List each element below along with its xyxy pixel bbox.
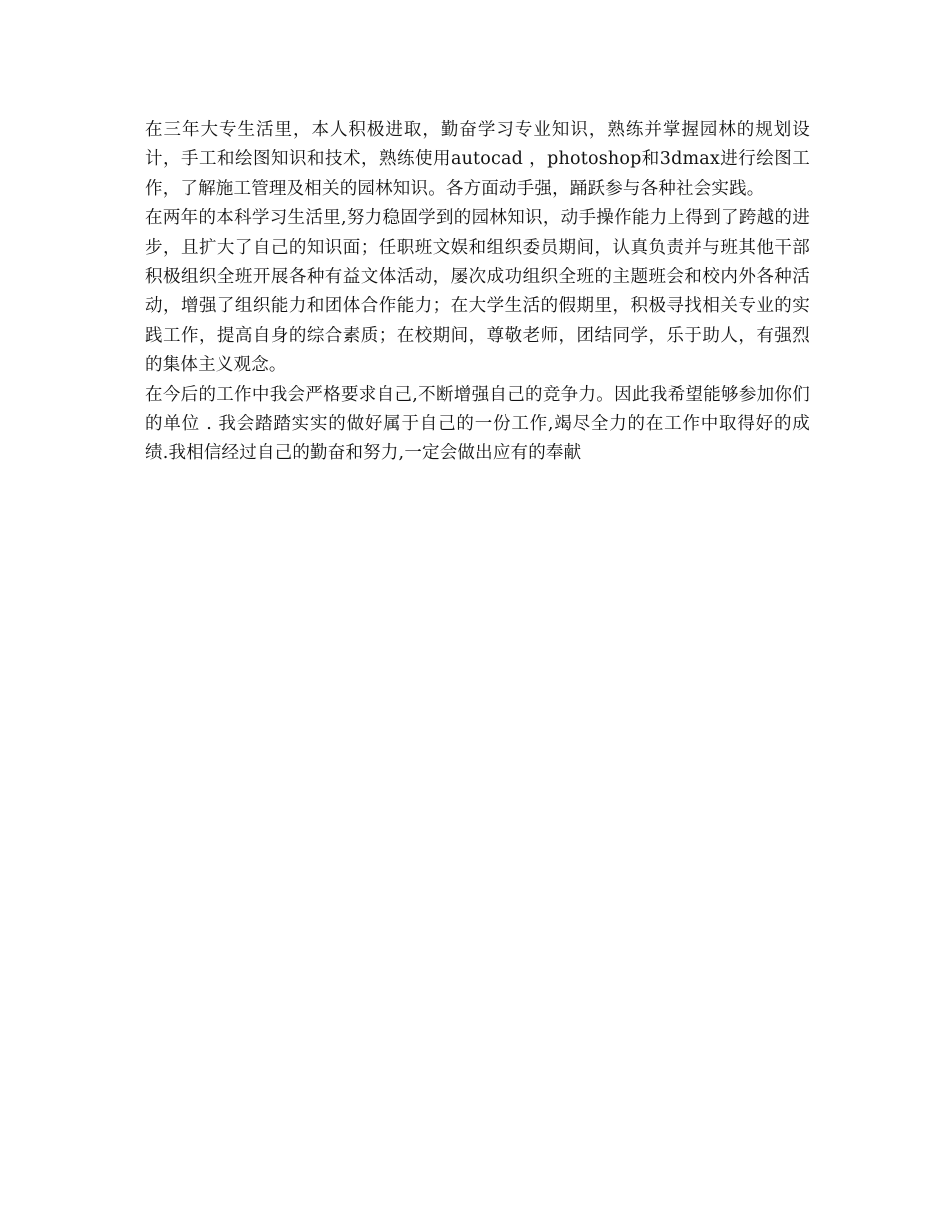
paragraph-future-work: 在今后的工作中我会严格要求自己,不断增强自己的竞争力。因此我希望能够参加你们的单位 . 我会踏踏实实的做好属于自己的一份工作,竭尽全力的在工作中取得好的成绩.我相信经过自己的勤奋和努力,一定会做出应有的奉献 bbox=[145, 384, 810, 464]
paragraph-undergraduate-study: 在两年的本科学习生活里,努力稳固学到的园林知识，动手操作能力上得到了跨越的进步，且扩大了自己的知识面；任职班文娱和组织委员期间，认真负责并与班其他干部积极组织全班开展各种有益文体活动，屡次成功组织全班的主题班会和校内外各种活动，增强了组织能力和团体合作能力；在大学生活的假期里，积极寻找相关专业的实践工作，提高自身的综合素质；在校期间，尊敬老师，团结同学，乐于助人，有强烈的集体主义观念。 bbox=[145, 208, 810, 376]
paragraph-college-study: 在三年大专生活里，本人积极进取，勤奋学习专业知识，熟练并掌握园林的规划设计，手工和绘图知识和技术，熟练使用autocad ，photoshop和3dmax进行绘图工作，了解施工管理及相关的园林知识。各方面动手强，踊跃参与各种社会实践。 bbox=[145, 120, 810, 199]
document-body bbox=[145, 116, 810, 469]
